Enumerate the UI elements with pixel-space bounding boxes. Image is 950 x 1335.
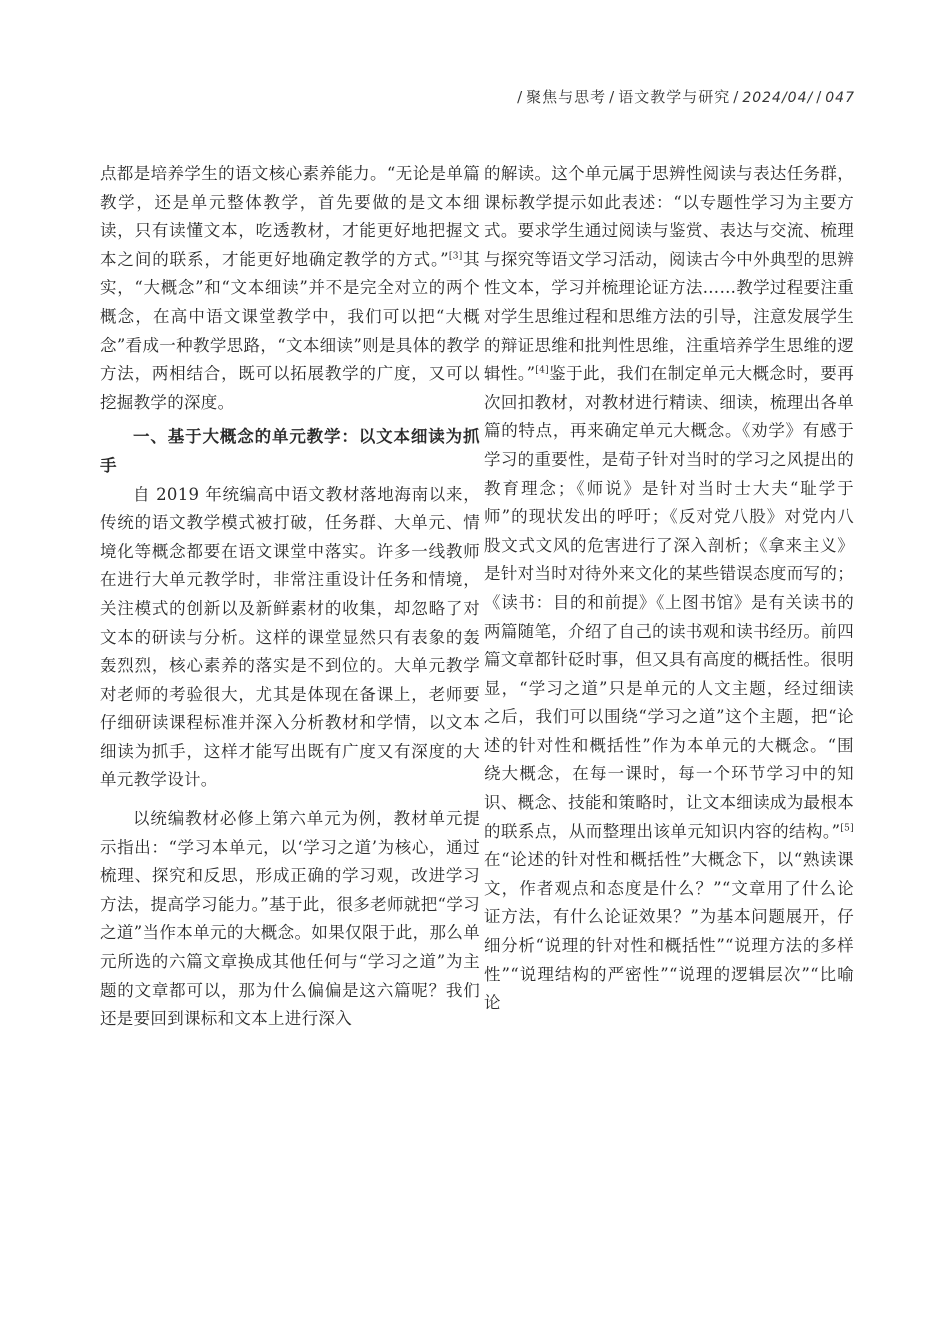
header-separator: /: [517, 88, 524, 106]
section-heading: 一、基于大概念的单元教学：以文本细读为抓手: [100, 427, 480, 475]
citation-ref: [4]: [535, 365, 549, 376]
header-section: 聚焦与思考: [526, 88, 607, 106]
paragraph: 点都是培养学生的语文核心素养能力。“无论是单篇教学，还是单元整体教学，首先要做的是文本细读，只有读懂文本，吃透教材，才能更好地把握文本之间的联系，才能更好地确定教学的方式。”[3]其实，“大概念”和“文本细读”并不是完全对立的两个概念，在高中语文课堂教学中，我们可以把“大概念”看成一种教学思路，“文本细读”则是具体的教学方法，两相结合，既可以拓展教学的广度，又可以挖掘教学的深度。: [100, 164, 480, 412]
paragraph: 以统编教材必修上第六单元为例，教材单元提示指出：“学习本单元，以‘学习之道’为核心，通过梳理、探究和反思，形成正确的学习观，改进学习方法，提高学习能力。”基于此，很多老师就把“学习之道”当作本单元的大概念。如果仅限于此，那么单元所选的六篇文章换成其他任何与“学习之道”为主题的文章都可以，那为什么偏偏是这六篇呢？我们还是要回到课标和文本上进行深入: [100, 809, 480, 1029]
citation-ref: [3]: [448, 251, 463, 262]
header-separator: /: [609, 88, 616, 106]
left-column: [100, 160, 480, 1034]
header-separator: /: [733, 88, 740, 106]
running-header: [514, 86, 855, 107]
citation-ref: [5]: [840, 823, 854, 834]
header-separator: /: [816, 88, 823, 106]
header-date: 2024/04/: [742, 90, 814, 106]
paragraph: 自 2019 年统编高中语文教材落地海南以来，传统的语文教学模式被打破，任务群、大单元、情境化等概念都要在语文课堂中落实。许多一线教师在进行大单元教学时，非常注重设计任务和情境，关注模式的创新以及新鲜素材的收集，却忽略了对文本的研读与分析。这样的课堂显然只有表象的轰轰烈烈，核心素养的落实是不到位的。大单元教学对老师的考验很大，尤其是体现在备课上，老师要仔细研读课程标准并深入分析教材和学情，以文本细读为抓手，这样才能写出既有广度又有深度的大单元教学设计。: [100, 484, 480, 790]
page-number: 047: [825, 90, 855, 106]
right-column: [484, 160, 854, 1018]
paragraph: 的解读。这个单元属于思辨性阅读与表达任务群，课标教学提示如此表述：“以专题性学习为主要方式。要求学生通过阅读与鉴赏、表达与交流、梳理与探究等语文学习活动，阅读古今中外典型的思辨性文本，学习并梳理论证方法……教学过程要注重对学生思维过程和思维方法的引导，注意发展学生的辩证思维和批判性思维，注重培养学生思维的逻辑性。”[4]鉴于此，我们在制定单元大概念时，要再次回扣教材，对教材进行精读、细读，梳理出各单篇的特点，再来确定单元大概念。《劝学》有感于学习的重要性，是荀子针对当时的学习之风提出的教育理念；《师说》是针对当时士大夫“耻学于师”的现状发出的呼吁；《反对党八股》对党内八股文式文风的危害进行了深入剖析；《拿来主义》是针对当时对待外来文化的某些错误态度而写的；《读书：目的和前提》《上图书馆》是有关读书的两篇随笔，介绍了自己的读书观和读书经历。前四篇文章都针砭时事，但又具有高度的概括性。很明显，“学习之道”只是单元的人文主题，经过细读之后，我们可以围绕“学习之道”这个主题，把“论述的针对性和概括性”作为本单元的大概念。“围绕大概念，在每一课时，每一个环节学习中的知识、概念、技能和策略时，让文本细读成为最根本的联系点，从而整理出该单元知识内容的结构。”[5]在“论述的针对性和概括性”大概念下，以“熟读课文，作者观点和态度是什么？”“文章用了什么论证方法，有什么论证效果？”为基本问题展开，仔细分析“说理的针对性和概括性”“说理方法的多样性”“说理结构的严密性”“说理的逻辑层次”“比喻论: [484, 164, 854, 1013]
header-journal: 语文教学与研究: [618, 88, 731, 106]
